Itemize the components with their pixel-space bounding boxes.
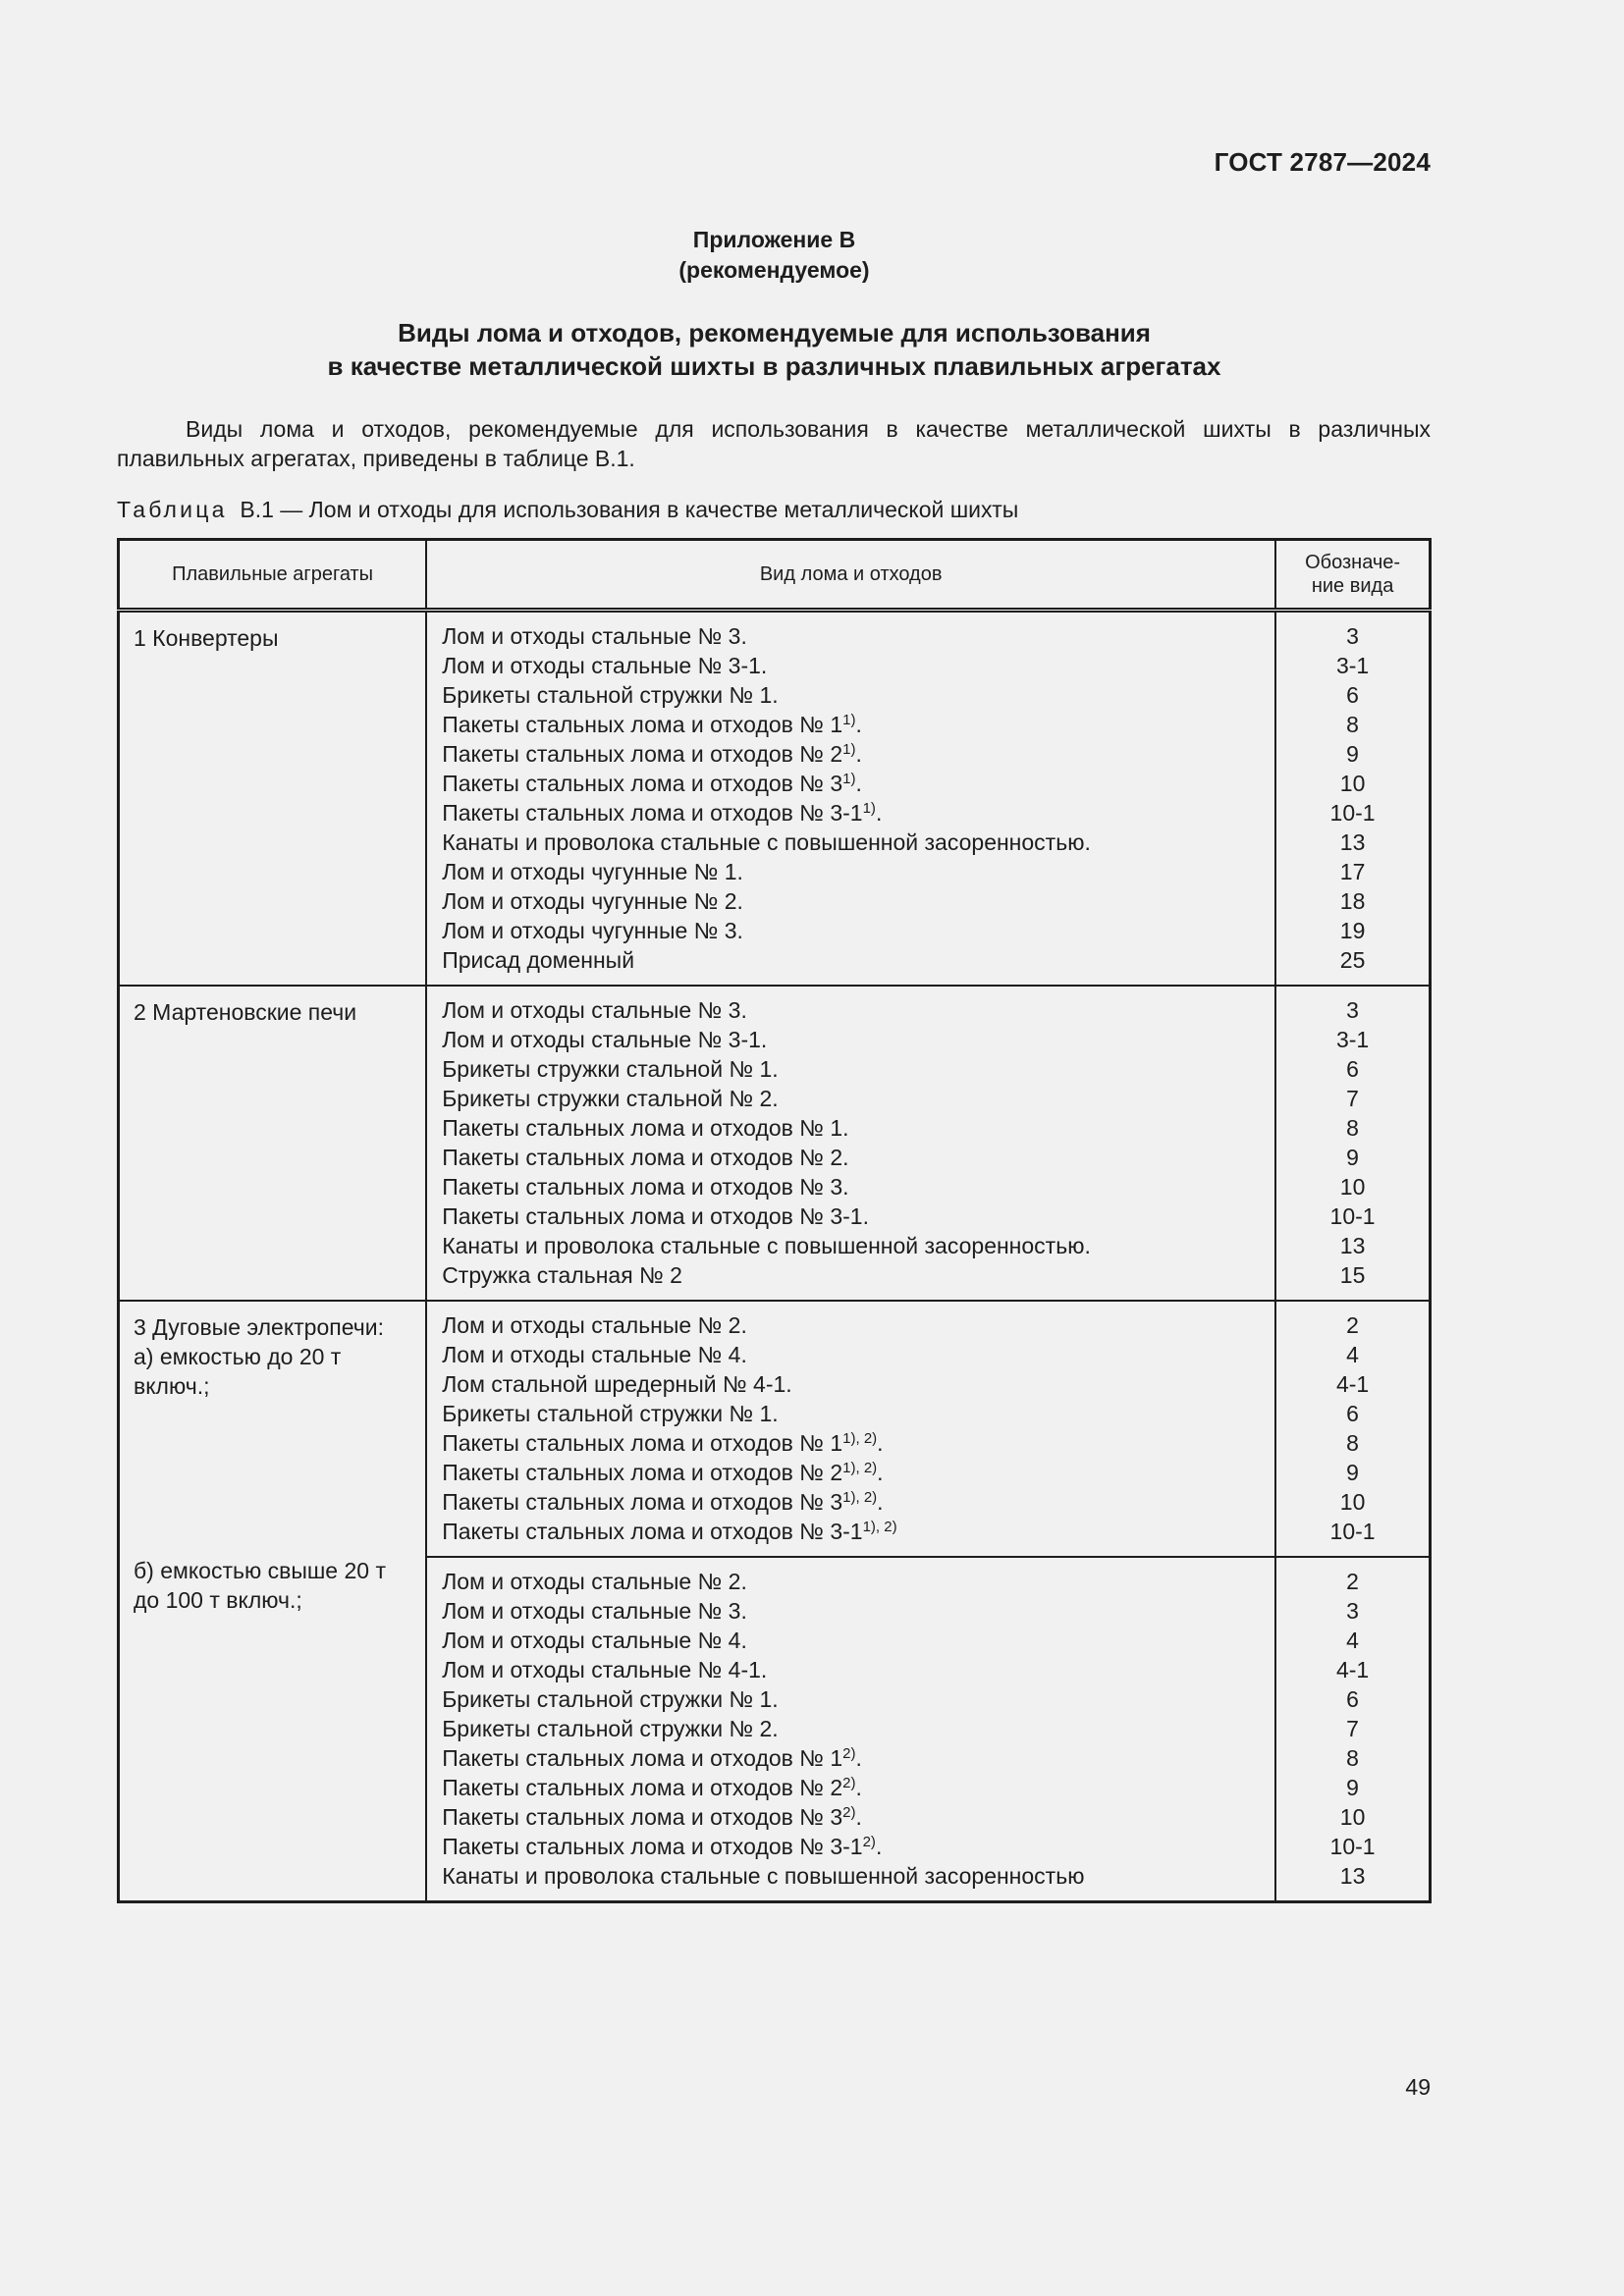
table-row bbox=[119, 611, 1431, 987]
scrap-type-text: Лом и отходы стальные № 4. bbox=[442, 1628, 747, 1653]
scrap-type-punct: . bbox=[877, 1460, 884, 1485]
scrap-type-item bbox=[442, 828, 1260, 857]
type-code-cell bbox=[1275, 611, 1430, 987]
scrap-type-item bbox=[442, 1340, 1260, 1369]
type-code: 3 bbox=[1346, 623, 1359, 649]
scrap-type-punct: . bbox=[875, 1834, 883, 1859]
header-type-code bbox=[1275, 540, 1430, 611]
scrap-type-text: Пакеты стальных лома и отходов № 2 bbox=[442, 1775, 843, 1800]
type-code: 2 bbox=[1346, 1569, 1359, 1594]
scrap-type-punct: . bbox=[877, 1430, 884, 1456]
type-code: 7 bbox=[1346, 1716, 1359, 1741]
type-code: 19 bbox=[1339, 918, 1366, 943]
type-code: 17 bbox=[1339, 859, 1366, 884]
scrap-type-punct: . bbox=[855, 1804, 862, 1830]
type-code: 9 bbox=[1346, 1460, 1359, 1485]
scrap-type-item bbox=[442, 1172, 1260, 1201]
scrap-type-item bbox=[442, 1084, 1260, 1113]
type-code: 10-1 bbox=[1329, 1519, 1376, 1544]
scrap-type-item bbox=[442, 1399, 1260, 1428]
type-code: 15 bbox=[1339, 1262, 1366, 1288]
document-code: ГОСТ 2787—2024 bbox=[1214, 147, 1431, 177]
footnote-ref: 2) bbox=[842, 1804, 856, 1821]
type-code: 3-1 bbox=[1335, 1027, 1370, 1052]
scrap-type-text: Лом и отходы чугунные № 2. bbox=[442, 888, 743, 914]
intro-paragraph: Виды лома и отходов, рекомендуемые для использования в качестве металлической шихты в различных плавильных агрегатах, приведены в таблице В.1. bbox=[117, 416, 1431, 471]
type-code: 10 bbox=[1339, 1489, 1366, 1515]
footnote-ref: 1), 2) bbox=[842, 1430, 878, 1447]
scrap-type-item bbox=[442, 651, 1260, 680]
type-code: 8 bbox=[1346, 712, 1359, 737]
aggregate-cell bbox=[119, 611, 427, 987]
scrap-type-item bbox=[442, 1684, 1260, 1714]
type-code: 10-1 bbox=[1329, 1834, 1376, 1859]
scrap-type-item bbox=[442, 1596, 1260, 1626]
scrap-type-text: Лом и отходы стальные № 4-1. bbox=[442, 1657, 768, 1682]
scrap-type-text: Канаты и проволока стальные с повышенной засоренностью. bbox=[442, 1233, 1091, 1258]
scrap-type-item bbox=[442, 857, 1260, 886]
type-code: 10-1 bbox=[1329, 1203, 1376, 1229]
scrap-type-item bbox=[442, 680, 1260, 710]
scrap-type-text: Лом стальной шредерный № 4-1. bbox=[442, 1371, 792, 1397]
scrap-type-punct: . bbox=[855, 1745, 862, 1771]
scrap-type-text: Пакеты стальных лома и отходов № 3-1 bbox=[442, 1834, 863, 1859]
scrap-type-text: Лом и отходы стальные № 2. bbox=[442, 1312, 747, 1338]
type-code: 9 bbox=[1346, 741, 1359, 767]
scrap-type-item bbox=[442, 1487, 1260, 1517]
scrap-type-item bbox=[442, 1428, 1260, 1458]
footnote-ref: 1), 2) bbox=[862, 1519, 897, 1535]
scrap-type-text: Пакеты стальных лома и отходов № 2 bbox=[442, 741, 843, 767]
scrap-type-text: Пакеты стальных лома и отходов № 2. bbox=[442, 1145, 849, 1170]
scrap-type-text: Лом и отходы чугунные № 1. bbox=[442, 859, 743, 884]
aggregate-label: до 100 т включ.; bbox=[134, 1587, 302, 1613]
scrap-type-text: Присад доменный bbox=[442, 947, 635, 973]
scrap-type-text: Брикеты стальной стружки № 1. bbox=[442, 682, 779, 708]
header-type-code-line-1: Обозначе- bbox=[1305, 552, 1401, 573]
scrap-type-item bbox=[442, 886, 1260, 916]
table-caption-text: В.1 — Лом и отходы для использования в качестве металлической шихты bbox=[240, 497, 1019, 522]
scrap-type-item bbox=[442, 1369, 1260, 1399]
scrap-type-text: Лом и отходы стальные № 3. bbox=[442, 1598, 747, 1624]
scrap-type-punct: . bbox=[855, 1775, 862, 1800]
scrap-type-cell bbox=[426, 986, 1275, 1301]
aggregate-cell bbox=[119, 986, 427, 1301]
scrap-type-item bbox=[442, 1517, 1260, 1546]
table-body bbox=[119, 611, 1431, 1902]
scrap-type-text: Пакеты стальных лома и отходов № 1 bbox=[442, 1430, 843, 1456]
type-code: 3-1 bbox=[1335, 653, 1370, 678]
scrap-type-item bbox=[442, 1054, 1260, 1084]
type-code: 8 bbox=[1346, 1745, 1359, 1771]
appendix-status: (рекомендуемое) bbox=[678, 257, 870, 283]
scrap-type-text: Лом и отходы стальные № 2. bbox=[442, 1569, 747, 1594]
type-code: 6 bbox=[1346, 1686, 1359, 1712]
header-type-code-line-2: ние вида bbox=[1311, 575, 1394, 597]
aggregate-label: б) емкостью свыше 20 т bbox=[134, 1558, 386, 1583]
scrap-type-item bbox=[442, 1626, 1260, 1655]
scrap-type-item bbox=[442, 769, 1260, 798]
type-code: 6 bbox=[1346, 682, 1359, 708]
scrap-type-item bbox=[442, 1802, 1260, 1832]
scrap-type-text: Канаты и проволока стальные с повышенной засоренностью bbox=[442, 1863, 1085, 1889]
type-code: 7 bbox=[1346, 1086, 1359, 1111]
table-row bbox=[119, 1301, 1431, 1557]
type-code: 13 bbox=[1339, 1863, 1366, 1889]
scrap-type-text: Пакеты стальных лома и отходов № 3-1 bbox=[442, 800, 863, 826]
scrap-table bbox=[117, 538, 1432, 1903]
scrap-type-item bbox=[442, 1567, 1260, 1596]
type-code: 13 bbox=[1339, 829, 1366, 855]
scrap-type-text: Стружка стальная № 2 bbox=[442, 1262, 682, 1288]
type-code: 9 bbox=[1346, 1775, 1359, 1800]
scrap-type-text: Пакеты стальных лома и отходов № 3 bbox=[442, 771, 843, 796]
type-code: 6 bbox=[1346, 1401, 1359, 1426]
scrap-type-cell bbox=[426, 611, 1275, 987]
header-scrap-type: Вид лома и отходов bbox=[426, 540, 1275, 611]
scrap-type-item bbox=[442, 1201, 1260, 1231]
table-caption-prefix: Таблица bbox=[117, 497, 228, 522]
table-header-row bbox=[119, 540, 1431, 611]
scrap-type-text: Пакеты стальных лома и отходов № 3. bbox=[442, 1174, 849, 1200]
scrap-type-text: Канаты и проволока стальные с повышенной засоренностью. bbox=[442, 829, 1091, 855]
footnote-ref: 1), 2) bbox=[842, 1489, 878, 1506]
type-code: 10 bbox=[1339, 1174, 1366, 1200]
scrap-type-text: Пакеты стальных лома и отходов № 1 bbox=[442, 712, 843, 737]
table-row bbox=[119, 986, 1431, 1301]
footnote-ref: 1) bbox=[842, 771, 856, 787]
scrap-type-text: Лом и отходы стальные № 3-1. bbox=[442, 1027, 768, 1052]
scrap-type-item bbox=[442, 1832, 1260, 1861]
scrap-type-item bbox=[442, 1113, 1260, 1143]
scrap-type-punct: . bbox=[877, 1489, 884, 1515]
type-code: 13 bbox=[1339, 1233, 1366, 1258]
footnote-ref: 2) bbox=[842, 1775, 856, 1791]
type-code: 4-1 bbox=[1335, 1371, 1370, 1397]
scrap-type-punct: . bbox=[875, 800, 883, 826]
scrap-type-item bbox=[442, 916, 1260, 945]
type-code: 4-1 bbox=[1335, 1657, 1370, 1682]
type-code: 9 bbox=[1346, 1145, 1359, 1170]
scrap-type-text: Лом и отходы стальные № 3. bbox=[442, 623, 747, 649]
scrap-type-text: Пакеты стальных лома и отходов № 3-1. bbox=[442, 1203, 869, 1229]
scrap-type-item bbox=[442, 1655, 1260, 1684]
type-code: 10-1 bbox=[1329, 800, 1376, 826]
type-code: 6 bbox=[1346, 1056, 1359, 1082]
scrap-type-item bbox=[442, 621, 1260, 651]
type-code: 18 bbox=[1339, 888, 1366, 914]
type-code: 25 bbox=[1339, 947, 1366, 973]
header-aggregates: Плавильные агрегаты bbox=[119, 540, 427, 611]
type-code-cell bbox=[1275, 1557, 1430, 1902]
aggregate-label: включ.; bbox=[134, 1373, 210, 1399]
scrap-type-punct: . bbox=[855, 712, 862, 737]
type-code: 4 bbox=[1346, 1342, 1359, 1367]
type-code: 10 bbox=[1339, 1804, 1366, 1830]
type-code-cell bbox=[1275, 986, 1430, 1301]
scrap-type-item bbox=[442, 1773, 1260, 1802]
scrap-type-item bbox=[442, 798, 1260, 828]
scrap-type-text: Пакеты стальных лома и отходов № 3 bbox=[442, 1804, 843, 1830]
type-code: 8 bbox=[1346, 1115, 1359, 1141]
scrap-type-item bbox=[442, 1143, 1260, 1172]
scrap-type-text: Пакеты стальных лома и отходов № 1 bbox=[442, 1745, 843, 1771]
footnote-ref: 2) bbox=[842, 1745, 856, 1762]
scrap-type-punct: . bbox=[855, 771, 862, 796]
type-code: 10 bbox=[1339, 771, 1366, 796]
scrap-type-text: Пакеты стальных лома и отходов № 3-1 bbox=[442, 1519, 863, 1544]
scrap-type-text: Брикеты стружки стальной № 2. bbox=[442, 1086, 779, 1111]
footnote-ref: 1) bbox=[842, 741, 856, 758]
scrap-type-item bbox=[442, 945, 1260, 975]
type-code: 3 bbox=[1346, 1598, 1359, 1624]
footnote-ref: 1), 2) bbox=[842, 1460, 878, 1476]
page-number: 49 bbox=[1405, 2074, 1431, 2100]
scrap-type-cell bbox=[426, 1557, 1275, 1902]
scrap-type-punct: . bbox=[855, 741, 862, 767]
type-code-cell bbox=[1275, 1301, 1430, 1557]
type-code: 4 bbox=[1346, 1628, 1359, 1653]
scrap-type-text: Пакеты стальных лома и отходов № 2 bbox=[442, 1460, 843, 1485]
scrap-type-item bbox=[442, 1025, 1260, 1054]
scrap-type-text: Брикеты стальной стружки № 1. bbox=[442, 1686, 779, 1712]
aggregate-cell bbox=[119, 1301, 427, 1902]
scrap-type-text: Брикеты стальной стружки № 1. bbox=[442, 1401, 779, 1426]
scrap-type-item bbox=[442, 1714, 1260, 1743]
type-code: 3 bbox=[1346, 997, 1359, 1023]
scrap-type-item bbox=[442, 1861, 1260, 1891]
scrap-type-text: Брикеты стальной стружки № 2. bbox=[442, 1716, 779, 1741]
appendix-heading-line-1: Виды лома и отходов, рекомендуемые для использования bbox=[398, 318, 1151, 347]
scrap-type-text: Брикеты стружки стальной № 1. bbox=[442, 1056, 779, 1082]
footnote-ref: 1) bbox=[842, 712, 856, 728]
table-caption bbox=[117, 497, 1018, 523]
type-code: 8 bbox=[1346, 1430, 1359, 1456]
scrap-type-item bbox=[442, 995, 1260, 1025]
scrap-type-text: Лом и отходы чугунные № 3. bbox=[442, 918, 743, 943]
scrap-type-cell bbox=[426, 1301, 1275, 1557]
aggregate-label: 2 Мартеновские печи bbox=[134, 999, 357, 1025]
scrap-type-text: Пакеты стальных лома и отходов № 1. bbox=[442, 1115, 849, 1141]
footnote-ref: 2) bbox=[862, 1834, 876, 1850]
scrap-type-item bbox=[442, 1231, 1260, 1260]
scrap-type-item bbox=[442, 1260, 1260, 1290]
scrap-type-text: Лом и отходы стальные № 3-1. bbox=[442, 653, 768, 678]
scrap-type-item bbox=[442, 710, 1260, 739]
aggregate-label: а) емкостью до 20 т bbox=[134, 1344, 342, 1369]
scrap-type-text: Пакеты стальных лома и отходов № 3 bbox=[442, 1489, 843, 1515]
scrap-type-item bbox=[442, 1458, 1260, 1487]
scrap-type-item bbox=[442, 739, 1260, 769]
scrap-type-item bbox=[442, 1310, 1260, 1340]
scrap-type-text: Лом и отходы стальные № 4. bbox=[442, 1342, 747, 1367]
footnote-ref: 1) bbox=[862, 800, 876, 817]
scrap-type-item bbox=[442, 1743, 1260, 1773]
aggregate-label: 3 Дуговые электропечи: bbox=[134, 1314, 384, 1340]
type-code: 2 bbox=[1346, 1312, 1359, 1338]
appendix-heading-line-2: в качестве металлической шихты в различных плавильных агрегатах bbox=[327, 351, 1221, 381]
aggregate-label: 1 Конвертеры bbox=[134, 625, 279, 651]
scrap-type-text: Лом и отходы стальные № 3. bbox=[442, 997, 747, 1023]
appendix-title: Приложение В bbox=[692, 227, 856, 252]
